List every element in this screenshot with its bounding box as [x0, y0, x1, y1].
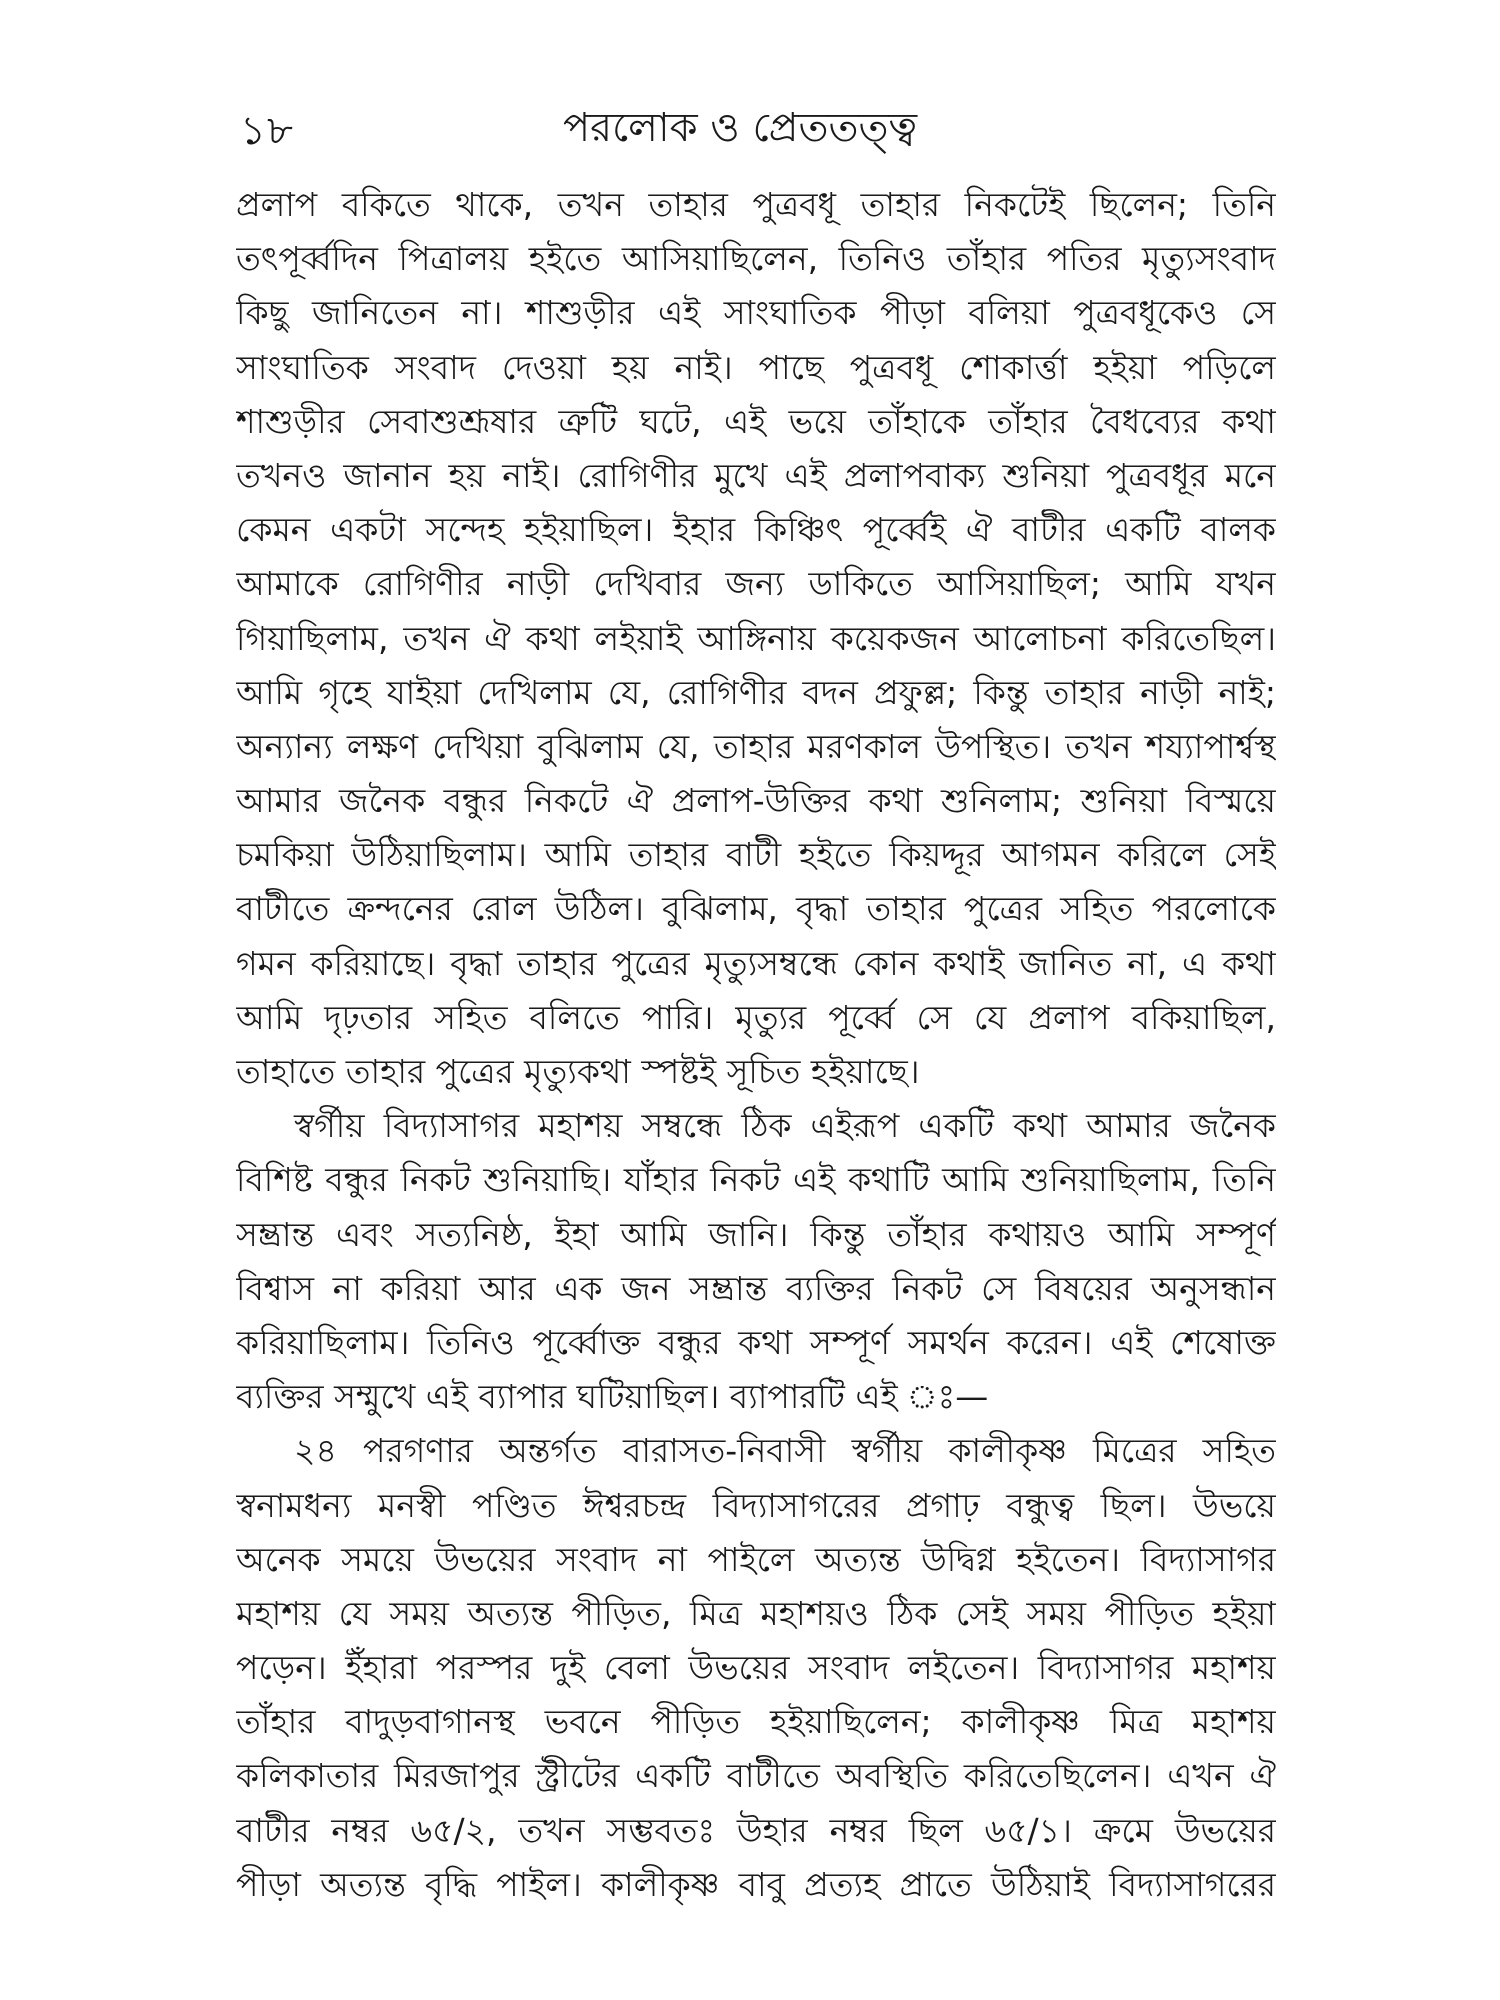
text-line: প্রলাপ বকিতে থাকে, তখন তাহার পুত্রবধূ তাহার নিকটেই ছিলেন; তিনি	[236, 185, 1276, 224]
text-line: শাশুড়ীর সেবাশুশ্রূষার ত্রুটি ঘটে, এই ভয়ে তাঁহাকে তাঁহার বৈধব্যের কথা	[236, 401, 1276, 441]
text-line: কলিকাতার মিরজাপুর স্ট্রীটের একটি বাটীতে অবস্থিতি করিতেছিলেন। এখন ঐ	[236, 1756, 1276, 1796]
text-line: ২৪ পরগণার অন্তর্গত বারাসত-নিবাসী স্বর্গীয় কালীকৃষ্ণ মিত্রের সহিত	[294, 1431, 1276, 1471]
text-line: তাহাতে তাহার পুত্রের মৃত্যুকথা স্পষ্টই সূচিত হইয়াছে।	[236, 1052, 920, 1091]
text-line: তাঁহার বাদুড়বাগানস্থ ভবনে পীড়িত হইয়াছিলেন; কালীকৃষ্ণ মিত্র মহাশয়	[236, 1702, 1276, 1742]
text-line: তৎপূর্ব্বদিন পিত্রালয় হইতে আসিয়াছিলেন, তিনিও তাঁহার পতির মৃত্যুসংবাদ	[236, 239, 1276, 279]
text-line: ব্যক্তির সম্মুখে এই ব্যাপার ঘটিয়াছিল। ব্যাপারটি এই ঃ—	[236, 1377, 989, 1417]
text-line: তখনও জানান হয় নাই। রোগিণীর মুখে এই প্রলাপবাক্য শুনিয়া পুত্রবধূর মনে	[236, 455, 1276, 495]
running-title: পরলোক ও প্রেততত্ত্ব	[562, 105, 918, 151]
text-line: বাটীতে ক্রন্দনের রোল উঠিল। বুঝিলাম, বৃদ্ধা তাহার পুত্রের সহিত পরলোকে	[236, 889, 1276, 929]
text-line: বিশিষ্ট বন্ধুর নিকট শুনিয়াছি। যাঁহার নিকট এই কথাটি আমি শুনিয়াছিলাম, তিনি	[236, 1160, 1276, 1200]
text-line: পীড়া অত্যন্ত বৃদ্ধি পাইল। কালীকৃষ্ণ বাবু প্রত্যহ প্রাতে উঠিয়াই বিদ্যাসাগরের	[236, 1864, 1276, 1904]
text-line: আমি দৃঢ়তার সহিত বলিতে পারি। মৃত্যুর পূর্ব্বে সে যে প্রলাপ বকিয়াছিল,	[236, 997, 1276, 1037]
text-line: চমকিয়া উঠিয়াছিলাম। আমি তাহার বাটী হইতে কিয়দ্দূর আগমন করিলে সেই	[236, 835, 1276, 875]
page-number: ১৮	[240, 108, 294, 154]
text-line: আমি গৃহে যাইয়া দেখিলাম যে, রোগিণীর বদন প্রফুল্ল; কিন্তু তাহার নাড়ী নাই;	[236, 672, 1276, 712]
text-line: কেমন একটা সন্দেহ হইয়াছিল। ইহার কিঞ্চিৎ পূর্ব্বেই ঐ বাটীর একটি বালক	[236, 510, 1276, 550]
text-line: স্বর্গীয় বিদ্যাসাগর মহাশয় সম্বন্ধে ঠিক এইরূপ একটি কথা আমার জনৈক	[294, 1106, 1276, 1146]
text-line: মহাশয় যে সময় অত্যন্ত পীড়িত, মিত্র মহাশয়ও ঠিক সেই সময় পীড়িত হইয়া	[236, 1593, 1276, 1633]
text-line: অন্যান্য লক্ষণ দেখিয়া বুঝিলাম যে, তাহার মরণকাল উপস্থিত। তখন শয্যাপার্শ্বস্থ	[236, 726, 1276, 766]
text-line: অনেক সময়ে উভয়ের সংবাদ না পাইলে অত্যন্ত উদ্বিগ্ন হইতেন। বিদ্যাসাগর	[236, 1539, 1276, 1579]
text-line: বিশ্বাস না করিয়া আর এক জন সম্ভ্রান্ত ব্যক্তির নিকট সে বিষয়ের অনুসন্ধান	[236, 1268, 1276, 1308]
text-line: আমাকে রোগিণীর নাড়ী দেখিবার জন্য ডাকিতে আসিয়াছিল; আমি যখন	[236, 564, 1276, 604]
text-line: করিয়াছিলাম। তিনিও পূর্ব্বোক্ত বন্ধুর কথা সম্পূর্ণ সমর্থন করেন। এই শেষোক্ত	[236, 1322, 1276, 1362]
text-line: সাংঘাতিক সংবাদ দেওয়া হয় নাই। পাছে পুত্রবধূ শোকার্ত্তা হইয়া পড়িলে	[236, 347, 1276, 387]
text-line: সম্ভ্রান্ত এবং সত্যনিষ্ঠ, ইহা আমি জানি। কিন্তু তাঁহার কথায়ও আমি সম্পূর্ণ	[236, 1214, 1276, 1254]
text-line: কিছু জানিতেন না। শাশুড়ীর এই সাংঘাতিক পীড়া বলিয়া পুত্রবধূকেও সে	[236, 293, 1276, 333]
body-text	[236, 178, 1276, 1912]
text-line: গমন করিয়াছে। বৃদ্ধা তাহার পুত্রের মৃত্যুসম্বন্ধে কোন কথাই জানিত না, এ কথা	[236, 943, 1276, 983]
text-line: পড়েন। ইঁহারা পরস্পর দুই বেলা উভয়ের সংবাদ লইতেন। বিদ্যাসাগর মহাশয়	[236, 1648, 1276, 1688]
text-line: বাটীর নম্বর ৬৫/২, তখন সম্ভবতঃ উহার নম্বর ছিল ৬৫/১। ক্রমে উভয়ের	[236, 1810, 1276, 1850]
text-line: আমার জনৈক বন্ধুর নিকটে ঐ প্রলাপ-উক্তির কথা শুনিলাম; শুনিয়া বিস্ময়ে	[236, 781, 1276, 821]
text-line: গিয়াছিলাম, তখন ঐ কথা লইয়াই আঙ্গিনায় কয়েকজন আলোচনা করিতেছিল।	[236, 618, 1276, 658]
text-line: স্বনামধন্য মনস্বী পণ্ডিত ঈশ্বরচন্দ্র বিদ্যাসাগরের প্রগাঢ় বন্ধুত্ব ছিল। উভয়ে	[236, 1485, 1276, 1525]
